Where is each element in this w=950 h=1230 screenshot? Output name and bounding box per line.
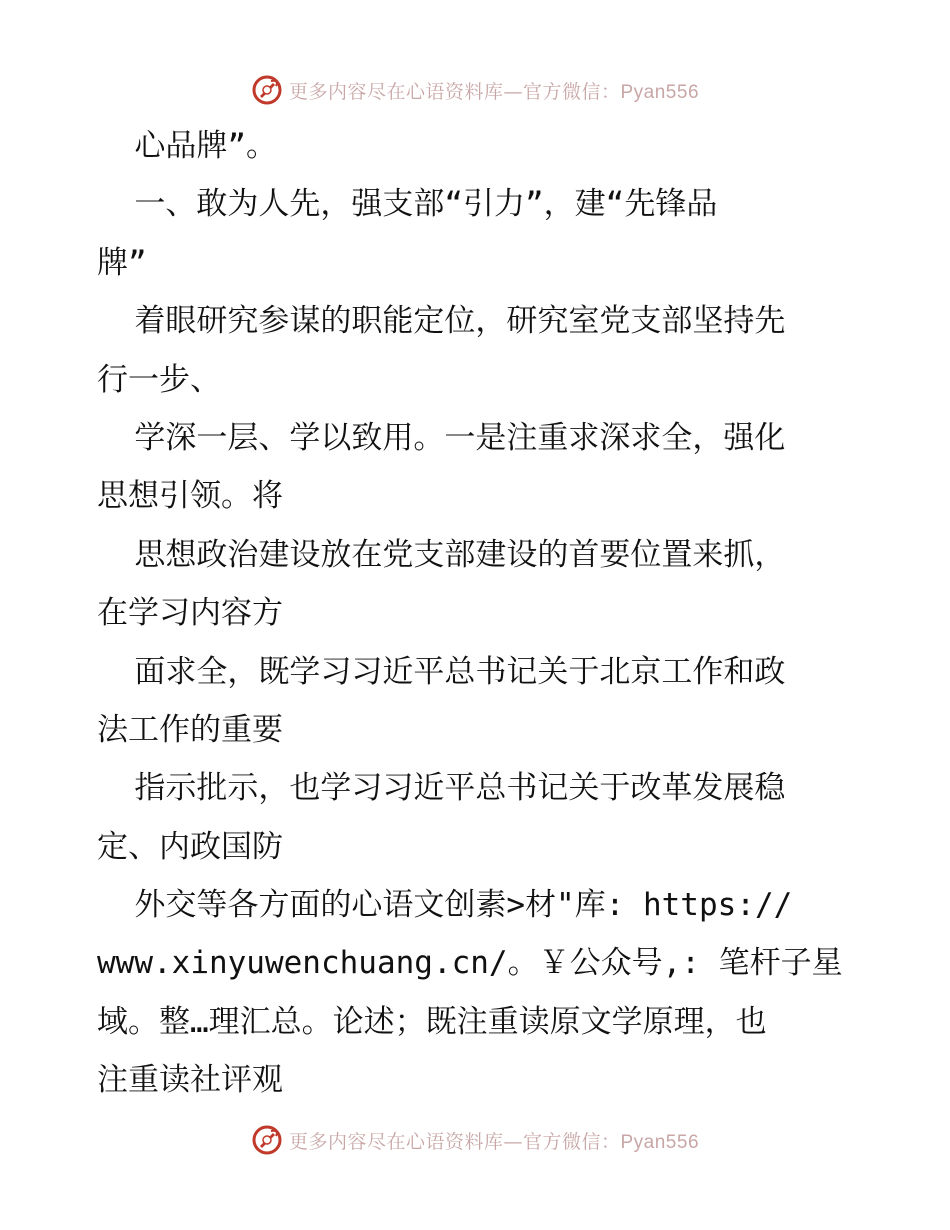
body-line: 法工作的重要 [97, 711, 283, 748]
header-cn-text: 更多内容尽在心语资料库—官方微信： [288, 80, 621, 103]
body-line: 外交等各方面的心语文创素>材"库: https:// [97, 887, 793, 924]
document-body [97, 117, 857, 1110]
body-line: 学深一层、学以致用。一是注重求深求全，强化 [97, 419, 786, 456]
body-line: 牌” [97, 244, 147, 281]
body-line: 面求全，既学习习近平总书记关于北京工作和政 [97, 653, 786, 690]
body-line: 心品牌”。 [97, 128, 277, 164]
header-banner-inner [251, 74, 699, 106]
footer-banner-inner [251, 1124, 699, 1156]
footer-banner-text [289, 1127, 699, 1154]
quill-pen-logo-icon [251, 74, 283, 106]
body-line: 思想引领。将 [97, 478, 283, 515]
header-banner [0, 70, 950, 110]
quill-pen-logo-icon [251, 1124, 283, 1156]
body-line: 域。整…理汇总。论述；既注重读原文学原理，也 [97, 1003, 767, 1040]
body-line: 指示批示，也学习习近平总书记关于改革发展稳 [97, 770, 786, 807]
footer-wechat-id: Pyan556 [620, 1131, 700, 1153]
body-line: 注重读社评观 [97, 1062, 283, 1099]
body-line: 定、内政国防 [97, 828, 283, 865]
body-line: 思想政治建设放在党支部建设的首要位置来抓， [97, 536, 786, 573]
footer-cn-text: 更多内容尽在心语资料库—官方微信： [288, 1130, 621, 1153]
header-banner-text [289, 77, 699, 104]
body-line: 着眼研究参谋的职能定位，研究室党支部坚持先 [97, 303, 786, 340]
body-line: 行一步、 [97, 361, 221, 398]
header-wechat-id: Pyan556 [620, 81, 700, 103]
body-line: 在学习内容方 [97, 595, 283, 632]
body-line: www.xinyuwenchuang.cn/。￥公众号,: 笔杆子星 [97, 945, 843, 982]
footer-banner [0, 1120, 950, 1160]
body-line: 一、敢为人先，强支部“引力”，建“先锋品 [97, 186, 718, 223]
